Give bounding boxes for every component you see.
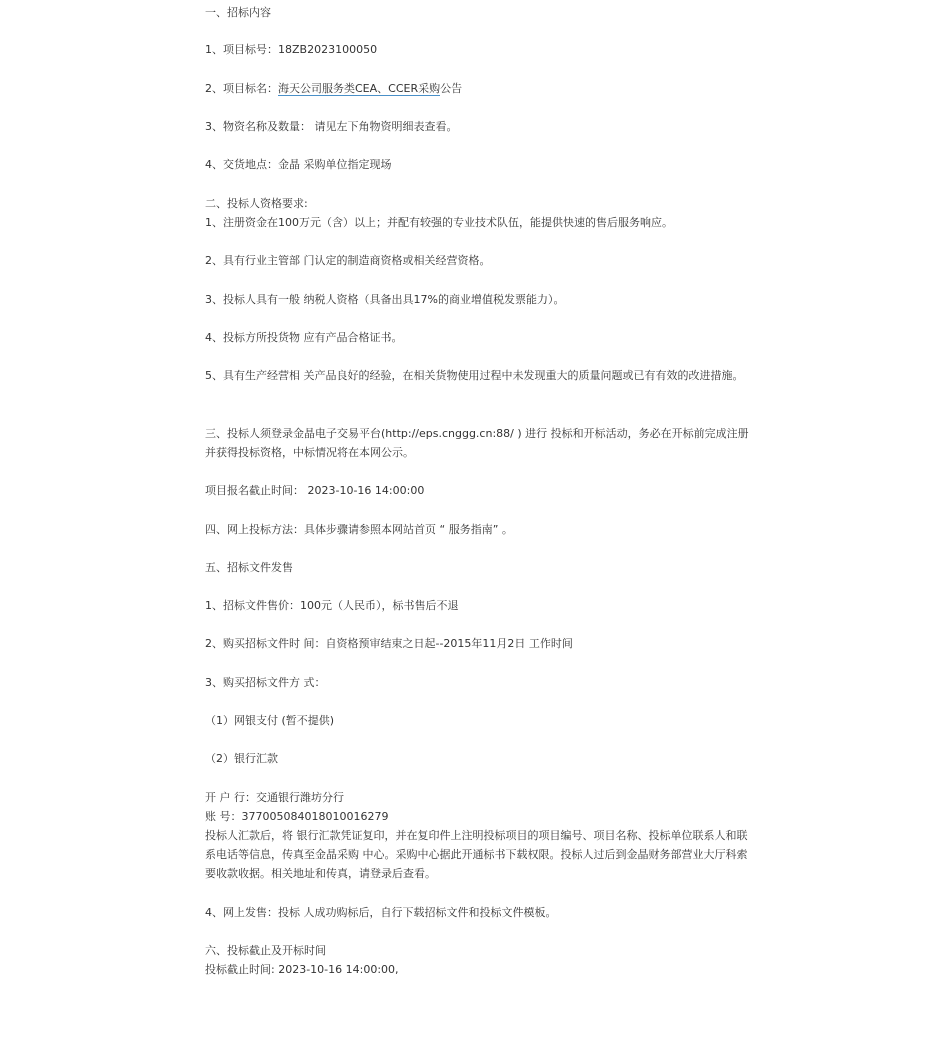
- qualification-3: 3、投标人具有一般 纳税人资格（具备出具17%的商业增值税发票能力）。: [205, 293, 565, 306]
- payment-method-bank: （2）银行汇款: [205, 752, 278, 765]
- project-name-suffix: 公告: [440, 82, 463, 95]
- section-3-platform: 三、投标人须登录金晶电子交易平台(http://eps.cnggg.cn:88/ ) 进行 投标和开标活动，务必在开标前完成注册并获得投标资格，中标情况将在本网公示。: [205, 427, 749, 459]
- qualification-5: 5、具有生产经营相 关产品良好的经验，在相关货物使用过程中未发现重大的质量问题或已有有效的改进措施。: [205, 369, 744, 382]
- qualification-4: 4、投标方所投货物 应有产品合格证书。: [205, 331, 403, 344]
- payment-method-online: （1）网银支付 (暂不提供): [205, 714, 335, 727]
- materials-line: 3、物资名称及数量： 请见左下角物资明细表查看。: [205, 120, 458, 133]
- bank-name: 开 户 行：交通银行潍坊分行: [205, 791, 344, 804]
- remittance-note: 投标人汇款后，将 银行汇款凭证复印，并在复印件上注明投标项目的项目编号、项目名称、投标单位联系人和联系电话等信息，传真至金晶采购 中心。采购中心据此开通标书下载权限。投标人过后到金晶财务部营业大厅科索要收款收据。相关地址和传真，请登录后查看。: [205, 829, 748, 880]
- section-5-heading: 五、招标文件发售: [205, 561, 293, 574]
- section-1-heading: 一、招标内容: [205, 6, 271, 19]
- qualification-2: 2、具有行业主管部 门认定的制造商资格或相关经营资格。: [205, 254, 491, 267]
- project-name-label: 2、项目标名：: [205, 82, 278, 95]
- project-number-label: 1、项目标号：: [205, 43, 278, 56]
- online-sale: 4、网上发售：投标 人成功购标后，自行下载招标文件和投标文件模板。: [205, 906, 557, 919]
- section-4-online-bidding: 四、网上投标方法：具体步骤请参照本网站首页 “ 服务指南” 。: [205, 523, 513, 536]
- bank-account: 账 号：377005084018010016279: [205, 810, 389, 823]
- document-price: 1、招标文件售价：100元（人民币），标书售后不退: [205, 599, 459, 612]
- project-name-link[interactable]: 海天公司服务类CEA、CCER采购: [278, 82, 441, 95]
- delivery-location: 4、交货地点：金晶 采购单位指定现场: [205, 158, 392, 171]
- registration-deadline: 项目报名截止时间： 2023-10-16 14:00:00: [205, 484, 425, 497]
- bid-deadline: 投标截止时间: 2023-10-16 14:00:00,: [205, 963, 399, 976]
- purchase-time: 2、购买招标文件时 间：自资格预审结束之日起--2015年11月2日 工作时间: [205, 637, 573, 650]
- project-number-value: 18ZB2023100050: [278, 43, 378, 56]
- purchase-method: 3、购买招标文件方 式：: [205, 676, 326, 689]
- project-name: [205, 79, 462, 98]
- section-2-heading: 二、投标人资格要求:: [205, 197, 308, 210]
- project-number: [205, 40, 377, 59]
- section-6-heading: 六、投标截止及开标时间: [205, 944, 326, 957]
- qualification-1: 1、注册资金在100万元（含）以上；并配有较强的专业技术队伍，能提供快速的售后服务响应。: [205, 216, 673, 229]
